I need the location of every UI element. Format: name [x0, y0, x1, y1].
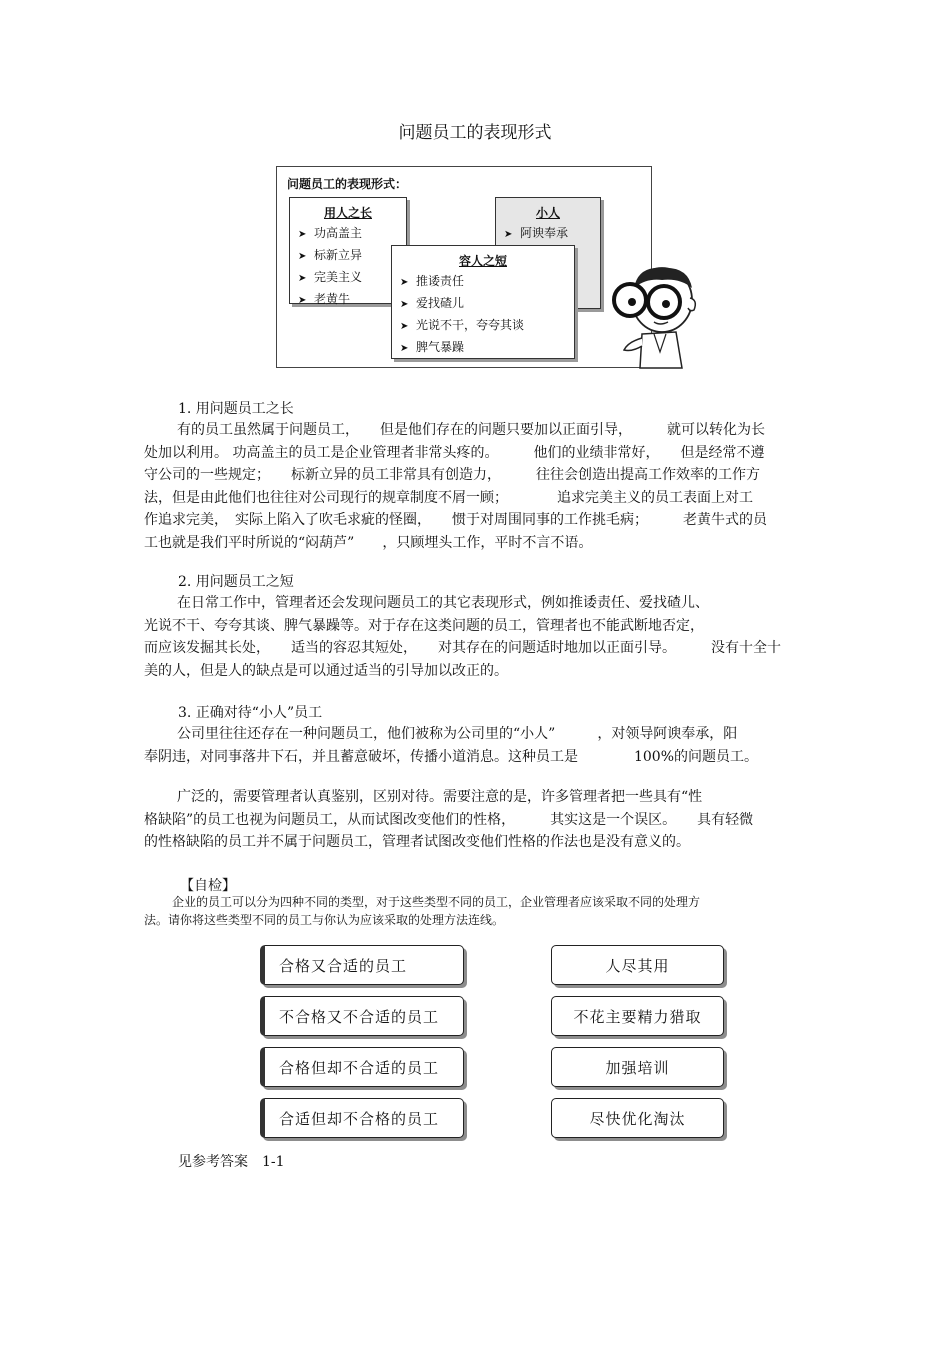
- answer-reference: 见参考答案 1-1: [178, 1154, 285, 1170]
- text-line: 光说不干、夸夸其谈、脾气暴躁等。对于存在这类问题的员工，管理者也不能武断地否定，: [144, 617, 704, 634]
- selfcheck-heading: 【自检】: [180, 878, 236, 894]
- text-line: 企业的员工可以分为四种不同的类型，对于这些类型不同的员工，企业管理者应该采取不同的处理方: [172, 895, 701, 909]
- list-item: ➤ 光说不干，夸夸其谈: [400, 315, 574, 337]
- panel-title: 容人之短: [458, 254, 507, 268]
- text-line: 作追求完美， 实际上陷入了吹毛求疵的怪圈， 惯于对周围同事的工作挑毛病； 老黄牛式的员: [144, 512, 767, 528]
- list-item: ➤ 完美主义: [298, 267, 406, 289]
- figure-box: [276, 166, 652, 368]
- list-item: ➤ 阿谀奉承: [504, 223, 600, 245]
- list-item: ➤ 老黄牛: [298, 289, 406, 311]
- list-item: ➤ 推诿责任: [400, 271, 574, 293]
- text-line: 格缺陷”的员工也视为问题员工，从而试图改变他们的性格， 其实这是一个误区。 具有轻微: [144, 811, 754, 828]
- text-line: 有的员工虽然属于问题员工， 但是他们存在的问题只要加以正面引导， 就可以转化为长: [177, 422, 765, 438]
- text-line: 广泛的，需要管理者认真鉴别，区别对待。需要注意的是，许多管理者把一些具有“性: [177, 789, 703, 805]
- text-line: 美的人，但是人的缺点是可以通过适当的引导加以改正的。: [144, 662, 508, 679]
- section1-body: [144, 419, 824, 554]
- list-item: ➤ 脾气暴躁: [400, 337, 574, 359]
- selfcheck-instructions: [144, 893, 824, 929]
- arrow-icon: ➤: [400, 321, 409, 332]
- arrow-icon: ➤: [400, 343, 409, 354]
- arrow-icon: ➤: [400, 299, 409, 310]
- text-line: 在日常工作中，管理者还会发现问题员工的其它表现形式，例如推诿责任、爱找碴儿、: [177, 595, 709, 611]
- arrow-icon: ➤: [400, 277, 409, 288]
- employee-type-box[interactable]: 合格又合适的员工: [260, 945, 464, 985]
- section3-body: [144, 723, 824, 768]
- section-heading: 3. 正确对待“小人”员工: [178, 705, 323, 721]
- page-title: 问题员工的表现形式: [398, 123, 552, 143]
- text-line: 奉阴违，对同事落井下石，并且蓄意破坏，传播小道消息。这种员工是 100%的问题员工。: [144, 748, 759, 765]
- arrow-icon: ➤: [504, 229, 513, 240]
- text-line: 而应该发掘其长处， 适当的容忍其短处， 对其存在的问题适时地加以正面引导。 没有十全十: [144, 640, 781, 656]
- panel-tolerate-weaknesses: [391, 245, 575, 359]
- arrow-icon: ➤: [298, 273, 307, 284]
- section2-body: [144, 592, 824, 682]
- list-item: ➤ 功高盖主: [298, 223, 406, 245]
- text-line: 处加以利用。 功高盖主的员工是企业管理者非常头疼的。 他们的业绩非常好， 但是经常不遵: [144, 444, 765, 461]
- employee-type-box[interactable]: 不合格又不合适的员工: [260, 996, 464, 1036]
- panel-title: 用人之长: [323, 206, 372, 220]
- cartoon-character-illustration: [602, 262, 722, 370]
- section3-body-continued: [144, 786, 824, 854]
- handling-method-box[interactable]: 加强培训: [551, 1047, 724, 1087]
- panel-title: 小人: [535, 206, 560, 220]
- employee-type-box[interactable]: 合格但却不合适的员工: [260, 1047, 464, 1087]
- text-line: 法，但是由此他们也往往对公司现行的规章制度不屑一顾； 追求完美主义的员工表面上对工: [144, 489, 753, 506]
- list-item: ➤ 爱找碴儿: [400, 293, 574, 315]
- handling-method-box[interactable]: 尽快优化淘汰: [551, 1098, 724, 1138]
- handling-method-box[interactable]: 人尽其用: [551, 945, 724, 985]
- employee-type-box[interactable]: 合适但却不合格的员工: [260, 1098, 464, 1138]
- arrow-icon: ➤: [298, 229, 307, 240]
- text-line: 工也就是我们平时所说的“闷葫芦” ，只顾埋头工作，平时不言不语。: [144, 534, 593, 551]
- section-heading: 2. 用问题员工之短: [178, 574, 294, 590]
- text-line: 守公司的一些规定； 标新立异的员工非常具有创造力， 往往会创造出提高工作效率的工作方: [144, 467, 760, 483]
- text-line: 的性格缺陷的员工并不属于问题员工，管理者试图改变他们性格的作法也是没有意义的。: [144, 834, 690, 850]
- panel-use-strengths: [289, 197, 407, 304]
- arrow-icon: ➤: [298, 295, 307, 306]
- text-line: 法。请你将这些类型不同的员工与你认为应该采取的处理方法连线。: [144, 913, 505, 927]
- arrow-icon: ➤: [298, 251, 307, 262]
- section-heading: 1. 用问题员工之长: [178, 401, 294, 417]
- figure-heading: 问题员工的表现形式：: [287, 177, 408, 191]
- list-item: ➤ 标新立异: [298, 245, 406, 267]
- text-line: 公司里往往还存在一种问题员工，他们被称为公司里的“小人” ，对领导阿谀奉承，阳: [177, 726, 738, 742]
- handling-method-box[interactable]: 不花主要精力猎取: [551, 996, 724, 1036]
